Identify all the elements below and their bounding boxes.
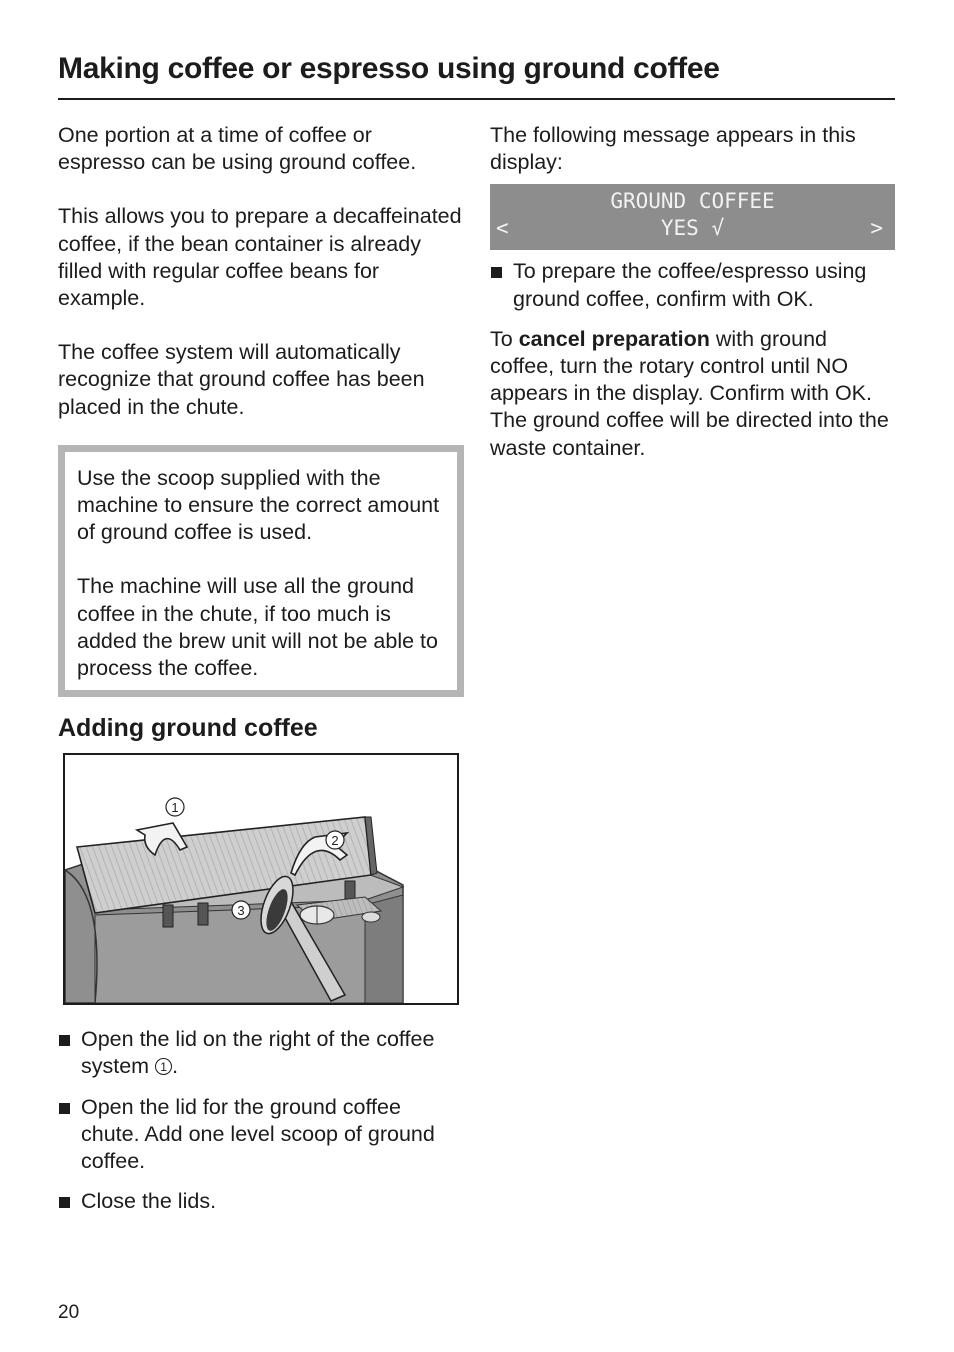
confirm-list — [490, 258, 895, 312]
cancel-bold: cancel preparation — [518, 326, 710, 351]
display-panel — [490, 184, 895, 250]
list-item — [58, 1094, 463, 1176]
callout-3: 3 — [237, 903, 245, 919]
display-right-arrow-icon: > — [870, 216, 883, 241]
bullet-icon — [59, 1103, 70, 1114]
callout-2: 2 — [331, 833, 339, 849]
step-1-ref: 1 — [155, 1058, 172, 1075]
section-heading: Adding ground coffee — [58, 714, 318, 743]
callout-1: 1 — [171, 800, 179, 816]
bullet-icon — [59, 1197, 70, 1208]
page-title: Making coffee or espresso using ground coffee — [58, 52, 720, 85]
steps-list — [58, 1026, 463, 1215]
note-chute-text: The machine will use all the ground coffee in the chute, if too much is added the brew unit will not be able to process the coffee. — [77, 574, 438, 681]
display-intro: The following message appears in this display: — [490, 123, 856, 175]
list-item — [490, 258, 895, 312]
confirm-text: To prepare the coffee/espresso using ground coffee, confirm with OK. — [513, 259, 867, 311]
intro-paragraph: One portion at a time of coffee or espresso can be using ground coffee. — [58, 123, 417, 175]
page-number: 20 — [58, 1302, 80, 1323]
display-line-1: GROUND COFFEE — [610, 189, 775, 214]
right-column — [490, 122, 895, 462]
machine-illustration-svg — [65, 755, 457, 1003]
auto-detect-paragraph: The coffee system will automatically recognize that ground coffee has been placed in the chute. — [58, 340, 425, 419]
list-item — [58, 1188, 463, 1215]
step-3-text: Close the lids. — [81, 1189, 217, 1214]
display-left-arrow-icon: < — [496, 216, 509, 241]
cancel-paragraph: To cancel preparation with ground coffee, turn the rotary control until NO appears in the display. Confirm with OK. — [490, 326, 872, 406]
step-2-text: Open the lid for the ground coffee chute. Add one level scoop of ground coffee. — [81, 1094, 435, 1174]
left-column — [58, 122, 463, 1228]
decaf-paragraph: This allows you to prepare a decaffeinated coffee, if the bean container is already filled with regular coffee beans for example. — [58, 204, 462, 311]
title-rule — [58, 98, 895, 100]
waste-paragraph: The ground coffee will be directed into the waste container. — [490, 408, 889, 460]
step-1-text: Open the lid on the right of the coffee system — [81, 1027, 435, 1079]
note-box — [58, 445, 464, 697]
list-item: Open the lid on the right of the coffee system 1 . — [58, 1026, 463, 1080]
machine-illustration — [63, 753, 459, 1005]
bullet-icon — [491, 267, 502, 278]
bullet-icon — [59, 1035, 70, 1046]
display-line-2: YES √ — [660, 216, 725, 241]
note-scoop-text: Use the scoop supplied with the machine to ensure the correct amount of ground coffee is used. — [77, 465, 440, 545]
